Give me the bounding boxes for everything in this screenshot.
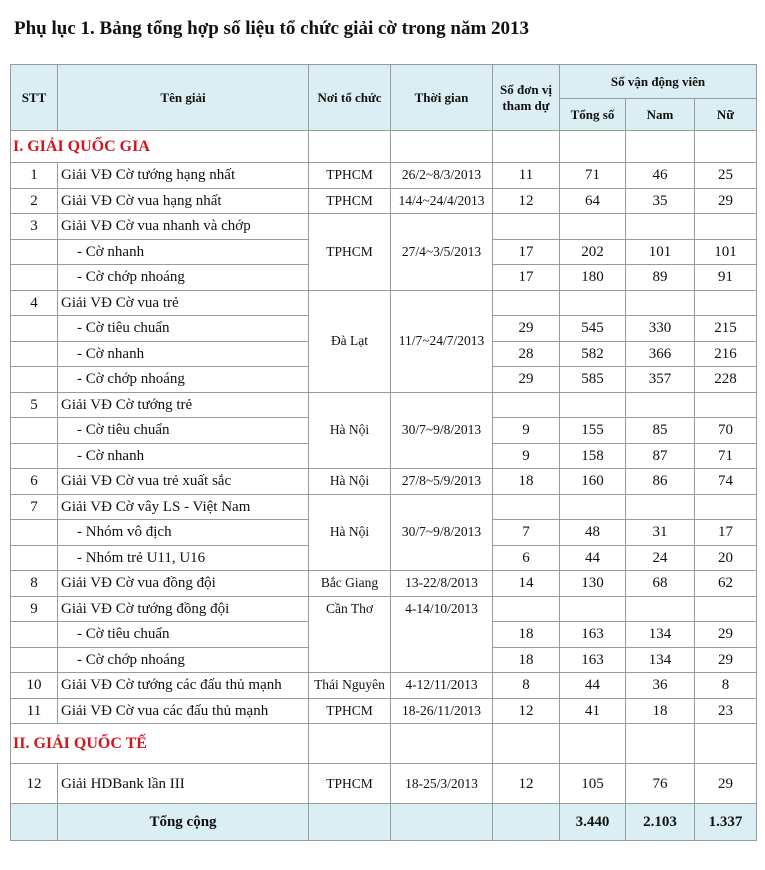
- cell-units: 9: [493, 418, 560, 444]
- cell-female: 29: [695, 647, 757, 673]
- cell-male: 87: [626, 443, 695, 469]
- cell-male: 85: [626, 418, 695, 444]
- cell-stt: 8: [11, 571, 58, 597]
- cell-female: 228: [695, 367, 757, 393]
- cell-total: 202: [560, 239, 626, 265]
- cell-name: Giải VĐ Cờ vây LS - Việt Nam: [58, 494, 309, 520]
- cell-total: 105: [560, 764, 626, 804]
- cell-name: - Cờ nhanh: [58, 443, 309, 469]
- cell-time: 27/4~3/5/2013: [391, 214, 493, 291]
- cell-units: 28: [493, 341, 560, 367]
- header-units-line2: tham dự: [502, 97, 550, 113]
- cell-female: 101: [695, 239, 757, 265]
- cell-total: 163: [560, 622, 626, 648]
- cell-name: - Nhóm vô địch: [58, 520, 309, 546]
- cell-total: 163: [560, 647, 626, 673]
- cell-total: 64: [560, 188, 626, 214]
- cell-time: 4-14/10/2013: [391, 596, 493, 673]
- totals-male: 2.103: [626, 804, 695, 841]
- cell-male: 24: [626, 545, 695, 571]
- cell-female: 74: [695, 469, 757, 495]
- cell-units: 29: [493, 367, 560, 393]
- cell-name: - Nhóm trẻ U11, U16: [58, 545, 309, 571]
- section-international-label: II. GIẢI QUỐC TẾ: [11, 724, 309, 764]
- header-stt: STT: [11, 65, 58, 131]
- cell-female: 91: [695, 265, 757, 291]
- cell-male: 36: [626, 673, 695, 699]
- cell-female: 62: [695, 571, 757, 597]
- cell-male: 330: [626, 316, 695, 342]
- table-row: [11, 392, 757, 418]
- table-row: [11, 571, 757, 597]
- cell-male: 31: [626, 520, 695, 546]
- cell-time: 13-22/8/2013: [391, 571, 493, 597]
- header-units-line1: Số đơn vị: [500, 81, 552, 97]
- table-row: [11, 698, 757, 724]
- cell-name: Giải VĐ Cờ vua đồng đội: [58, 571, 309, 597]
- header-time: Thời gian: [391, 65, 493, 131]
- cell-org: Hà Nội: [309, 392, 391, 469]
- cell-org: TPHCM: [309, 214, 391, 291]
- cell-org: Hà Nội: [309, 469, 391, 495]
- cell-total: 130: [560, 571, 626, 597]
- cell-male: 366: [626, 341, 695, 367]
- cell-org: TPHCM: [309, 163, 391, 189]
- totals-female: 1.337: [695, 804, 757, 841]
- cell-org: TPHCM: [309, 698, 391, 724]
- cell-female: 215: [695, 316, 757, 342]
- cell-female: 25: [695, 163, 757, 189]
- cell-name: - Cờ nhanh: [58, 341, 309, 367]
- cell-name: Giải VĐ Cờ vua các đấu thủ mạnh: [58, 698, 309, 724]
- cell-units: 17: [493, 239, 560, 265]
- cell-units: 18: [493, 647, 560, 673]
- table-row: [11, 214, 757, 240]
- cell-total: 160: [560, 469, 626, 495]
- cell-units: 17: [493, 265, 560, 291]
- header-male: Nam: [626, 99, 695, 131]
- section-national-label: I. GIẢI QUỐC GIA: [11, 131, 309, 163]
- header-athletes: Số vận động viên: [560, 65, 757, 99]
- cell-units: 11: [493, 163, 560, 189]
- totals-total: 3.440: [560, 804, 626, 841]
- table-row: [11, 673, 757, 699]
- table-row: [11, 764, 757, 804]
- header-name: Tên giải: [58, 65, 309, 131]
- table-row: [11, 290, 757, 316]
- cell-org: Bắc Giang: [309, 571, 391, 597]
- section-row-international: [11, 724, 757, 764]
- cell-stt: 1: [11, 163, 58, 189]
- cell-time: 18-26/11/2013: [391, 698, 493, 724]
- cell-female: 216: [695, 341, 757, 367]
- cell-total: 44: [560, 673, 626, 699]
- cell-male: 357: [626, 367, 695, 393]
- header-units: [493, 65, 560, 131]
- cell-org: Thái Nguyên: [309, 673, 391, 699]
- cell-female: 8: [695, 673, 757, 699]
- cell-female: 17: [695, 520, 757, 546]
- table-row: [11, 188, 757, 214]
- cell-male: 134: [626, 622, 695, 648]
- cell-units: 7: [493, 520, 560, 546]
- cell-male: 134: [626, 647, 695, 673]
- cell-name: - Cờ tiêu chuẩn: [58, 316, 309, 342]
- cell-total: 582: [560, 341, 626, 367]
- totals-row: [11, 804, 757, 841]
- cell-units: 18: [493, 622, 560, 648]
- cell-name: Giải VĐ Cờ vua trẻ: [58, 290, 309, 316]
- cell-stt: 9: [11, 596, 58, 622]
- cell-male: 18: [626, 698, 695, 724]
- cell-total: 41: [560, 698, 626, 724]
- cell-female: 20: [695, 545, 757, 571]
- table-row: [11, 494, 757, 520]
- summary-table: [10, 64, 757, 841]
- cell-female: 70: [695, 418, 757, 444]
- cell-stt: 2: [11, 188, 58, 214]
- cell-org: TPHCM: [309, 764, 391, 804]
- cell-stt: 4: [11, 290, 58, 316]
- cell-name: - Cờ chớp nhoáng: [58, 265, 309, 291]
- cell-male: 89: [626, 265, 695, 291]
- cell-units: 8: [493, 673, 560, 699]
- cell-male: 86: [626, 469, 695, 495]
- cell-male: 101: [626, 239, 695, 265]
- cell-name: - Cờ tiêu chuẩn: [58, 418, 309, 444]
- cell-time: 4-12/11/2013: [391, 673, 493, 699]
- cell-total: 158: [560, 443, 626, 469]
- cell-stt: 5: [11, 392, 58, 418]
- cell-stt: 6: [11, 469, 58, 495]
- cell-female: 71: [695, 443, 757, 469]
- cell-female: 29: [695, 188, 757, 214]
- cell-total: 71: [560, 163, 626, 189]
- cell-org: Đà Lạt: [309, 290, 391, 392]
- cell-time: 11/7~24/7/2013: [391, 290, 493, 392]
- cell-total: 545: [560, 316, 626, 342]
- header-female: Nữ: [695, 99, 757, 131]
- table-row: [11, 469, 757, 495]
- section-row-national: [11, 131, 757, 163]
- cell-female: 29: [695, 764, 757, 804]
- cell-units: 18: [493, 469, 560, 495]
- cell-total: 180: [560, 265, 626, 291]
- cell-stt: 3: [11, 214, 58, 240]
- cell-stt: 12: [11, 764, 58, 804]
- table-row: [11, 163, 757, 189]
- cell-stt: 7: [11, 494, 58, 520]
- cell-time: 27/8~5/9/2013: [391, 469, 493, 495]
- cell-name: - Cờ nhanh: [58, 239, 309, 265]
- cell-units: 29: [493, 316, 560, 342]
- cell-time: 14/4~24/4/2013: [391, 188, 493, 214]
- cell-time: 30/7~9/8/2013: [391, 392, 493, 469]
- cell-name: - Cờ chớp nhoáng: [58, 647, 309, 673]
- cell-units: 6: [493, 545, 560, 571]
- cell-name: Giải VĐ Cờ vua hạng nhất: [58, 188, 309, 214]
- cell-male: 76: [626, 764, 695, 804]
- cell-units: 9: [493, 443, 560, 469]
- cell-male: 35: [626, 188, 695, 214]
- cell-total: 48: [560, 520, 626, 546]
- cell-name: Giải VĐ Cờ tướng đồng đội: [58, 596, 309, 622]
- cell-org: Cần Thơ: [309, 596, 391, 673]
- header-org: Nơi tổ chức: [309, 65, 391, 131]
- cell-name: - Cờ tiêu chuẩn: [58, 622, 309, 648]
- cell-male: 46: [626, 163, 695, 189]
- cell-female: 23: [695, 698, 757, 724]
- cell-name: - Cờ chớp nhoáng: [58, 367, 309, 393]
- cell-stt: 11: [11, 698, 58, 724]
- cell-total: 155: [560, 418, 626, 444]
- totals-label: Tổng cộng: [58, 804, 309, 841]
- cell-male: 68: [626, 571, 695, 597]
- cell-stt: 10: [11, 673, 58, 699]
- cell-org: TPHCM: [309, 188, 391, 214]
- cell-time: 26/2~8/3/2013: [391, 163, 493, 189]
- cell-units: 12: [493, 698, 560, 724]
- cell-female: 29: [695, 622, 757, 648]
- cell-org: Hà Nội: [309, 494, 391, 571]
- cell-name: Giải VĐ Cờ vua nhanh và chớp: [58, 214, 309, 240]
- cell-name: Giải VĐ Cờ tướng các đấu thủ mạnh: [58, 673, 309, 699]
- cell-units: 12: [493, 764, 560, 804]
- header-total: Tổng số: [560, 99, 626, 131]
- cell-name: Giải VĐ Cờ vua trẻ xuất sắc: [58, 469, 309, 495]
- cell-time: 18-25/3/2013: [391, 764, 493, 804]
- page-title: Phụ lục 1. Bảng tổng hợp số liệu tổ chức giải cờ trong năm 2013: [14, 18, 530, 39]
- cell-total: 585: [560, 367, 626, 393]
- cell-units: 12: [493, 188, 560, 214]
- cell-name: Giải HDBank lần III: [58, 764, 309, 804]
- cell-name: Giải VĐ Cờ tướng trẻ: [58, 392, 309, 418]
- cell-time: 30/7~9/8/2013: [391, 494, 493, 571]
- cell-total: 44: [560, 545, 626, 571]
- table-row: [11, 596, 757, 622]
- cell-units: 14: [493, 571, 560, 597]
- cell-name: Giải VĐ Cờ tướng hạng nhất: [58, 163, 309, 189]
